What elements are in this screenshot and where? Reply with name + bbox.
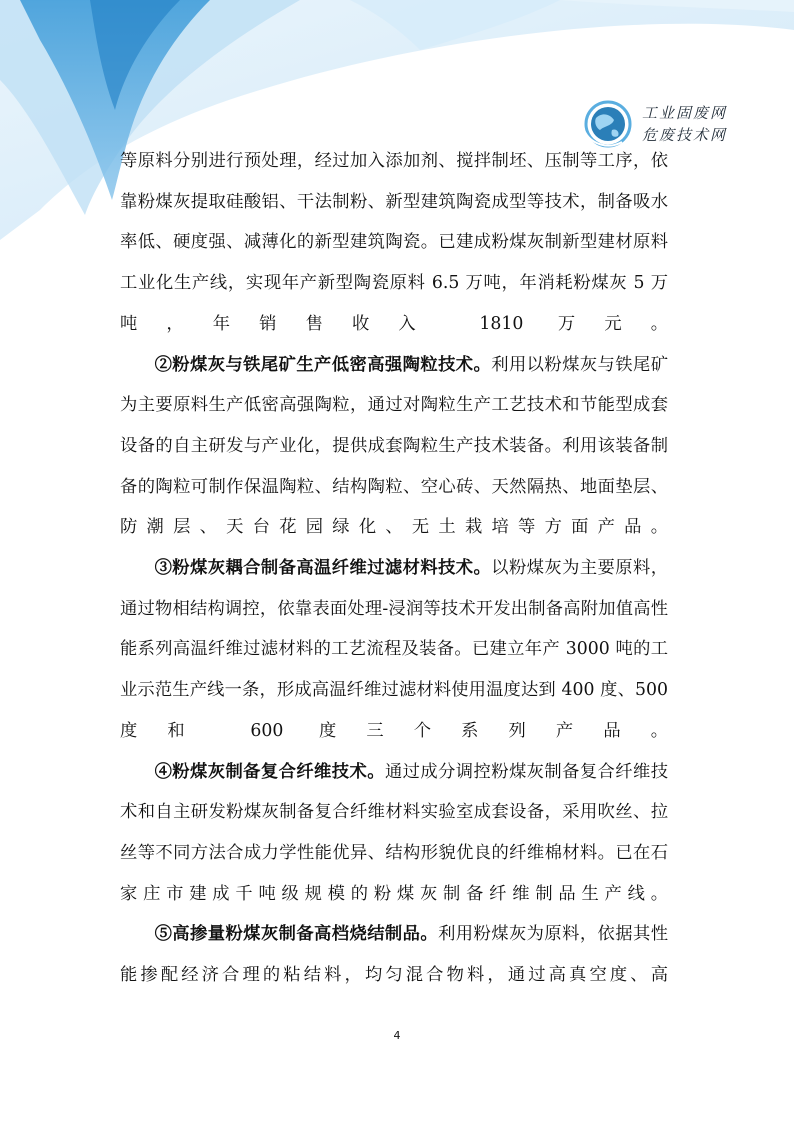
paragraph-heading: ②粉煤灰与铁尾矿生产低密高强陶粒技术。: [154, 354, 492, 375]
paragraph-text: 利用以粉煤灰与铁尾矿为主要原料生产低密高强陶粒，通过对陶粒生产工艺技术和节能型成套设备的自主研发与产业化，提供成套陶粒生产技术装备。利用该装备制备的陶粒可制作保温陶粒、结构陶粒、空心砖、天然隔热、地面垫层、防潮层、天台花园绿化、无土栽培等方面产品。: [120, 354, 668, 538]
paragraph-intro: [120, 141, 668, 345]
paragraph-text: 利用粉煤灰为原料，依据其性能掺配经济合理的粘结料，均匀混合物料，通过高真空度、高: [120, 924, 668, 986]
logo-title-line2: 危废技术网: [642, 126, 728, 144]
paragraph-heading: ⑤高掺量粉煤灰制备高档烧结制品。: [154, 924, 439, 945]
paragraph-composite-fiber: [120, 752, 668, 915]
paragraph-heading: ③粉煤灰耦合制备高温纤维过滤材料技术。: [154, 558, 492, 579]
globe-icon: [578, 96, 634, 152]
page-number: 4: [393, 1029, 401, 1042]
paragraph-ceramsite: [120, 345, 668, 549]
logo-title-line1: 工业固废网: [642, 104, 728, 122]
paragraph-text: 以粉煤灰为主要原料，通过物相结构调控，依靠表面处理-浸润等技术开发出制备高附加值高性能系列高温纤维过滤材料的工艺流程及装备。已建立年产 3000 吨的工业示范生产线一条，形成高温纤维过滤材料使用温度达到 400 度、500 度和 600 度三个系列产品。: [120, 558, 668, 741]
site-logo: [578, 96, 738, 156]
paragraph-text: 通过成分调控粉煤灰制备复合纤维技术和自主研发粉煤灰制备复合纤维材料实验室成套设备，采用吹丝、拉丝等不同方法合成力学性能优异、结构形貌优良的纤维棉材料。已在石家庄市建成千吨级规模的粉煤灰制备纤维制品生产线。: [120, 761, 668, 904]
paragraph-text: 等原料分别进行预处理，经过加入添加剂、搅拌制坯、压制等工序，依靠粉煤灰提取硅酸铝、干法制粉、新型建筑陶瓷成型等技术，制备吸水率低、硬度强、减薄化的新型建筑陶瓷。已建成粉煤灰制新型建材原料工业化生产线，实现年产新型陶瓷原料 6.5 万吨，年消耗粉煤灰 5 万吨，年销售收入 1810 万元。: [120, 151, 668, 334]
document-body: [120, 141, 668, 996]
paragraph-heading: ④粉煤灰制备复合纤维技术。: [154, 761, 385, 782]
paragraph-filter-material: [120, 548, 668, 752]
paragraph-sintered-products: [120, 914, 668, 995]
